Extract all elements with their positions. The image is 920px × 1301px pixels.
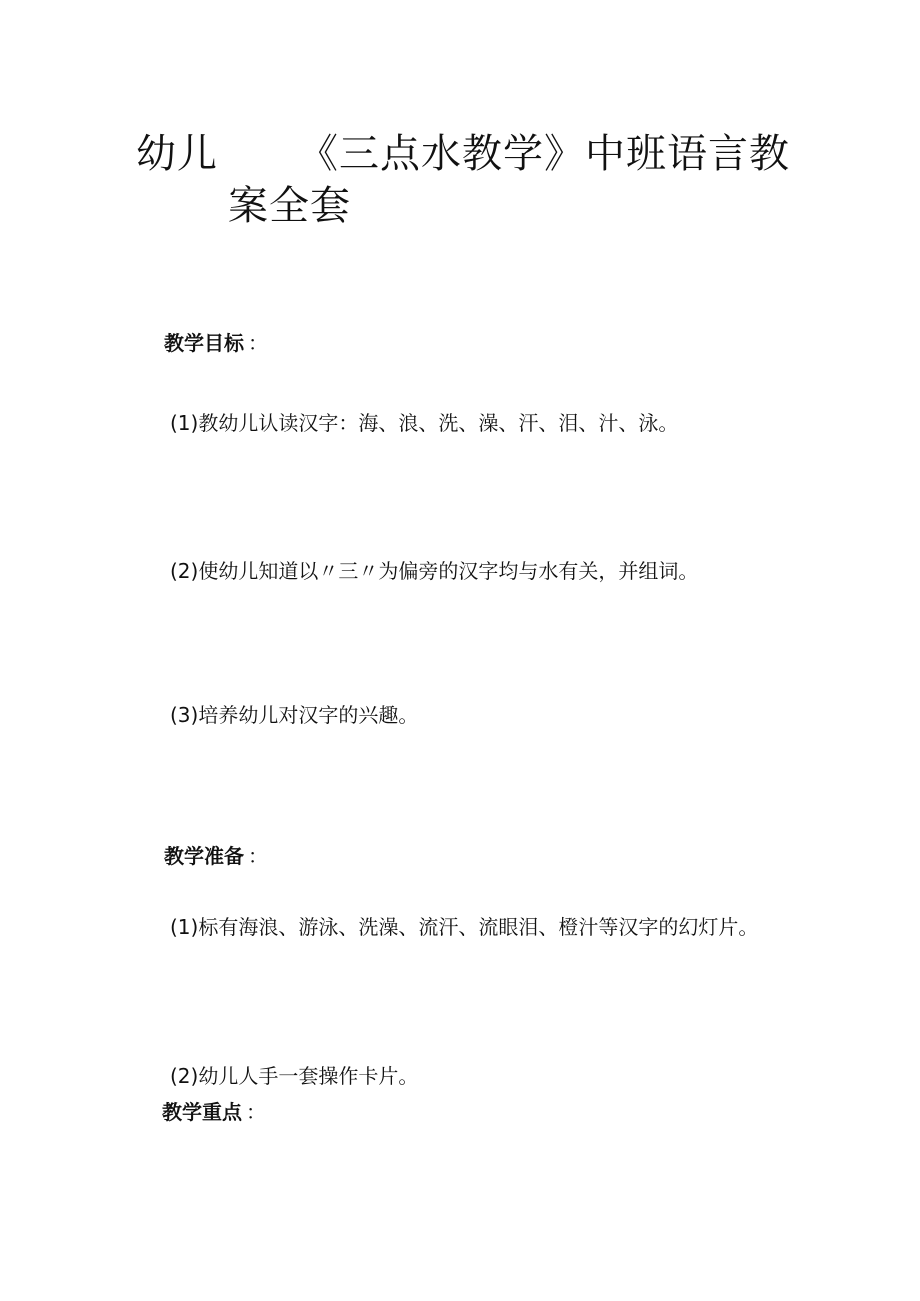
section-heading-key-points-colon: ： [246, 1100, 266, 1124]
section-heading-key-points-text: 教学重点 [162, 1100, 242, 1124]
title-line1-right: 《三点水教学》中班语言教 [298, 131, 790, 177]
goal-item-2: (2)使幼儿知道以〃三〃为偏旁的汉字均与水有关，并组词。 [170, 559, 699, 583]
goal-item-1: (1)教幼儿认读汉字：海、浪、洗、澡、汗、泪、汁、泳。 [170, 411, 679, 435]
title-line2: 案全套 [228, 183, 351, 229]
preparation-item-2: (2)幼儿人手一套操作卡片。 [170, 1064, 419, 1088]
section-heading-goals-colon: ： [248, 331, 268, 355]
section-heading-key-points [162, 1099, 266, 1125]
section-heading-preparation-colon: ： [248, 844, 268, 868]
title-line1-left: 幼儿 [136, 131, 218, 177]
goal-item-3: (3)培养幼儿对汉字的兴趣。 [170, 703, 419, 727]
section-heading-preparation-text: 教学准备 [164, 844, 244, 868]
preparation-item-1: (1)标有海浪、游泳、洗澡、流汗、流眼泪、橙汁等汉字的幻灯片。 [170, 915, 759, 939]
section-heading-preparation [164, 843, 268, 869]
section-heading-goals [164, 330, 268, 356]
section-heading-goals-text: 教学目标 [164, 331, 244, 355]
